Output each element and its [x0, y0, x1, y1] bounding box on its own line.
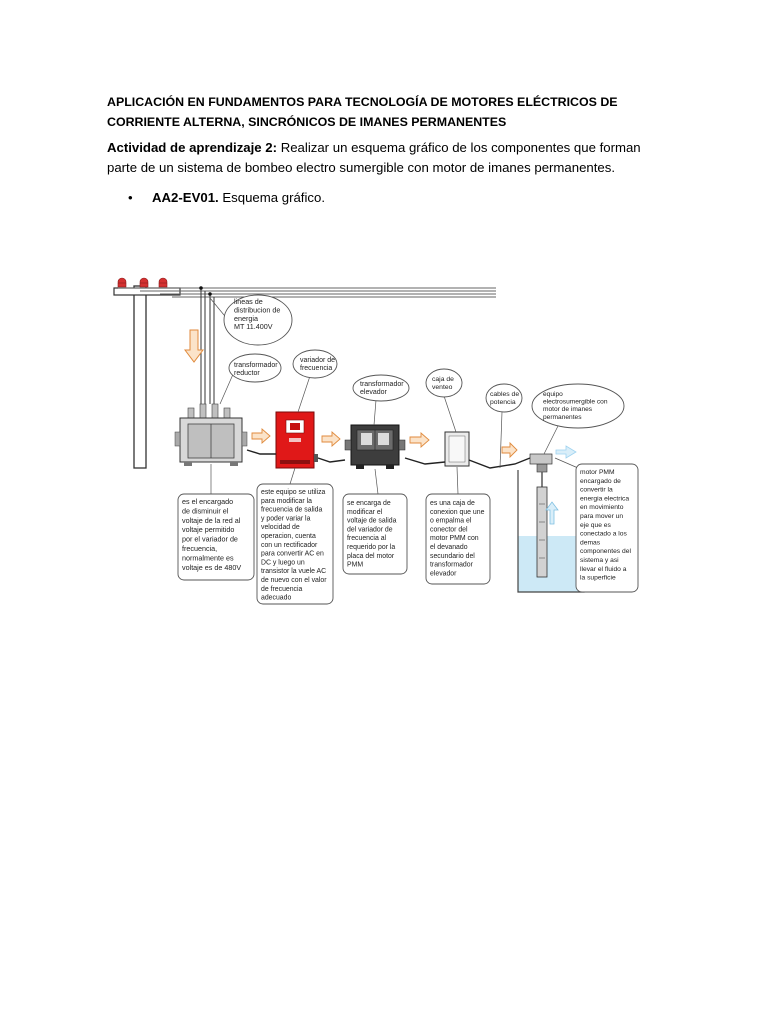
- desc-reductor-line: voltaje permitido: [182, 525, 235, 535]
- desc-caja-line: elevador: [430, 570, 457, 578]
- step-up-transformer: [345, 425, 405, 469]
- callout-equipo-line: equipo: [543, 391, 563, 398]
- callout-variador: [300, 357, 335, 372]
- well-tank: [518, 446, 584, 592]
- junction-box: [445, 432, 469, 466]
- callout-cables-line: potencia: [490, 399, 516, 406]
- desc-motor-line: la superficie: [580, 574, 616, 582]
- callout-elevador-line: elevador: [360, 389, 387, 396]
- desc-elevador-line: placa del motor: [347, 552, 395, 560]
- desc-motor-line: conectado a los: [580, 530, 627, 538]
- desc-caja-line: conector del: [430, 526, 468, 534]
- callout-lineas-line: distribucion de: [234, 305, 281, 315]
- desc-variador-line: para modificar la: [261, 497, 312, 505]
- desc-variador-line: velocidad de: [261, 524, 300, 532]
- desc-caja-line: transformador: [430, 561, 473, 569]
- desc-caja-line: motor PMM con: [430, 535, 479, 543]
- desc-variador-line: transistor la vuele AC: [261, 568, 327, 576]
- desc-motor-line: en movimiento: [580, 504, 624, 512]
- callout-variador-line: variador de: [300, 357, 336, 364]
- desc-elevador-line: modificar el: [347, 508, 383, 516]
- activity-text: Realizar un esquema gráfico de los componentes que forman parte de un sistema de bombeo electro sumergible con motor de imanes permanentes.: [107, 140, 641, 175]
- desc-motor-line: energia electrica: [580, 495, 630, 503]
- callout-reductor-line: transformador: [234, 362, 278, 369]
- desc-reductor-line: de disminuir el: [182, 506, 229, 516]
- callout-equipo-line: motor de imanes: [543, 406, 593, 414]
- callout-caja-line: caja de: [432, 376, 454, 383]
- desc-variador-line: operacion, cuenta: [261, 533, 316, 540]
- desc-elevador-line: requerido por la: [347, 544, 396, 551]
- diagram-svg: [110, 272, 650, 608]
- desc-elevador-line: voltaje de salida: [347, 517, 397, 525]
- desc-motor-line: sistema y asi: [580, 557, 619, 564]
- callout-lineas-line: lineas de: [234, 297, 263, 306]
- desc-variador-line: frecuencia de salida: [261, 506, 323, 514]
- desc-reductor-line: voltaje es de 480V: [182, 562, 242, 572]
- callout-equipo-line: permanentes: [543, 413, 582, 421]
- desc-variador-line: y poder variar la: [261, 515, 311, 523]
- desc-motor-line: componentes del: [580, 548, 631, 556]
- desc-caja-line: o empalma el: [430, 517, 472, 525]
- step-down-transformer: [175, 404, 247, 466]
- desc-caja-line: secundario del: [430, 552, 475, 560]
- callout-lineas-line: MT 11.400V: [234, 322, 273, 332]
- desc-variador-line: este equipo se utiliza: [261, 489, 326, 496]
- desc-elevador-line: PMM: [347, 561, 364, 569]
- callout-caja-line: venteo: [432, 384, 453, 391]
- desc-reductor-line: voltaje de la red al: [182, 515, 241, 525]
- activity-label: Actividad de aprendizaje 2:: [107, 140, 278, 155]
- callout-elevador-line: transformador: [360, 381, 404, 388]
- desc-reductor-line: normalmente es: [182, 553, 234, 563]
- desc-elevador-line: del variador de: [347, 526, 393, 534]
- desc-reductor-line: frecuencia,: [182, 544, 218, 553]
- variable-frequency-drive: [276, 412, 318, 468]
- callout-cables-line: cables de: [490, 391, 520, 398]
- callout-variador-line: frecuencia: [300, 365, 333, 372]
- desc-motor-line: eje que es: [580, 521, 611, 529]
- desc-caja-line: es una caja de: [430, 500, 475, 507]
- bullet-code: AA2-EV01.: [152, 190, 219, 205]
- pumping-system-diagram: [110, 272, 650, 608]
- desc-variador-line: adecuado: [261, 594, 292, 602]
- desc-caja-line: conexion que une: [430, 508, 485, 516]
- desc-elevador-line: frecuencia al: [347, 535, 387, 543]
- desc-variador-line: de frecuencia: [261, 585, 303, 593]
- activity-paragraph: [107, 138, 667, 178]
- desc-motor-line: llevar el fluido a: [580, 565, 627, 573]
- desc-caja-line: el devanado: [430, 544, 468, 551]
- callout-cables: [490, 391, 519, 406]
- desc-elevador-line: se encarga de: [347, 500, 391, 507]
- document-title: APLICACIÓN EN FUNDAMENTOS PARA TECNOLOGÍA DE MOTORES ELÉCTRICOS DE CORRIENTE ALTERNA, SINCRÓNICOS DE IMANES PERMANENTES: [107, 95, 618, 129]
- desc-reductor-line: por el variador de: [182, 534, 238, 544]
- desc-motor-line: encargado de: [580, 477, 621, 485]
- callout-equipo-line: electrosumergible con: [543, 398, 608, 406]
- desc-motor-line: convertir la: [580, 486, 613, 494]
- desc-motor-line: motor PMM: [580, 469, 615, 476]
- callout-lineas-line: energia: [234, 313, 258, 323]
- desc-variador-line: de nuevo con el valor: [261, 577, 327, 584]
- desc-variador-line: para convertir AC en: [261, 550, 324, 558]
- callout-caja: [432, 376, 454, 391]
- bullet-symbol: •: [128, 190, 133, 205]
- bullet-content: [152, 188, 325, 208]
- bullet-text: Esquema gráfico.: [218, 190, 325, 205]
- desc-motor-line: para mover un: [580, 513, 624, 520]
- desc-variador-line: DC y luego un: [261, 559, 305, 567]
- callout-reductor-line: reductor: [234, 370, 260, 377]
- desc-reductor-line: es el encargado: [182, 497, 234, 506]
- desc-motor-line: demas: [580, 539, 601, 547]
- desc-variador-line: con un rectificador: [261, 541, 318, 549]
